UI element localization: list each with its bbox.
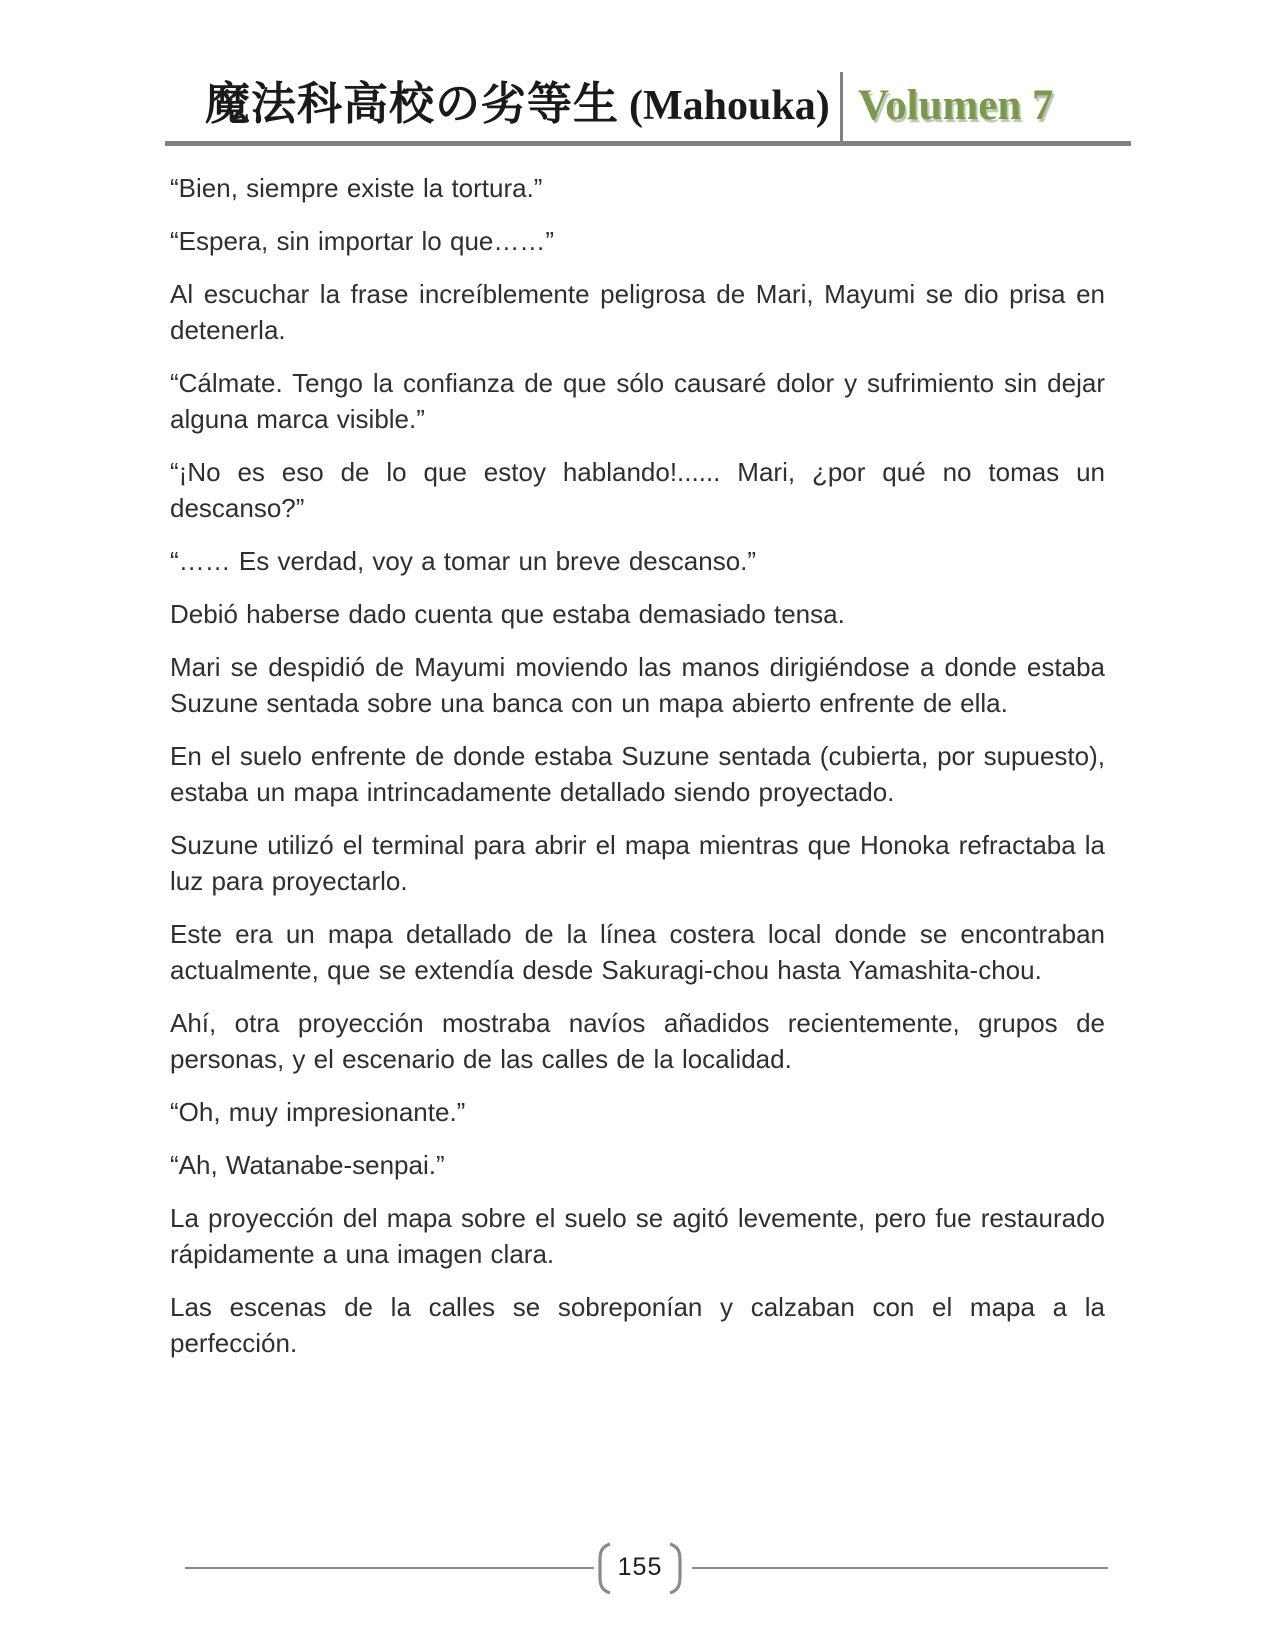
body-paragraph: Mari se despidió de Mayumi moviendo las manos dirigiéndose a donde estaba Suzune sentada sobre una banca con un mapa abierto enfrente de ella.: [170, 652, 1105, 718]
page-title: [205, 79, 830, 129]
body-paragraph: La proyección del mapa sobre el suelo se agitó levemente, pero fue restaurado rápidamente a una imagen clara.: [170, 1203, 1105, 1269]
body-paragraph: Ahí, otra proyección mostraba navíos añadidos recientemente, grupos de personas, y el escenario de las calles de la localidad.: [170, 1008, 1105, 1074]
footer-rule-left: [185, 1567, 594, 1569]
body-paragraph: Este era un mapa detallado de la línea costera local donde se encontraban actualmente, que se extendía desde Sakuragi-chou hasta Yamashita-chou.: [170, 919, 1105, 985]
title-latin: (Mahouka): [629, 83, 830, 129]
page-number: 155: [617, 1553, 663, 1581]
body-paragraph: “Espera, sin importar lo que……”: [170, 226, 555, 256]
footer-rule-right: [692, 1567, 1108, 1569]
title-japanese: 魔法科高校の劣等生: [205, 79, 620, 129]
volume-label: Volumen 7: [858, 82, 1054, 129]
body-paragraph: En el suelo enfrente de donde estaba Suzune sentada (cubierta, por supuesto), estaba un mapa intrincadamente detallado siendo proyectado.: [170, 741, 1105, 807]
body-paragraph: Las escenas de la calles se sobreponían y calzaban con el mapa a la perfección.: [170, 1292, 1105, 1358]
header-divider-bar: [840, 72, 843, 142]
body-paragraph: Suzune utilizó el terminal para abrir el mapa mientras que Honoka refractaba la luz para proyectarlo.: [170, 830, 1105, 896]
body-paragraph: Debió haberse dado cuenta que estaba demasiado tensa.: [170, 599, 845, 629]
body-paragraph: “…… Es verdad, voy a tomar un breve descanso.”: [170, 546, 757, 576]
body-paragraph: Al escuchar la frase increíblemente peligrosa de Mari, Mayumi se dio prisa en detenerla.: [170, 279, 1105, 345]
page-number-bracket-right-icon: [668, 1542, 684, 1595]
page-footer: [0, 1540, 1275, 1600]
page-header: [0, 0, 1275, 150]
body-paragraph: “¡No es eso de lo que estoy hablando!...... Mari, ¿por qué no tomas un descanso?”: [170, 457, 1105, 523]
body-paragraph: “Bien, siempre existe la tortura.”: [170, 173, 543, 203]
page-number-bracket-left-icon: [596, 1542, 612, 1595]
body-paragraph: “Ah, Watanabe-senpai.”: [170, 1150, 445, 1180]
body-paragraph: “Cálmate. Tengo la confianza de que sólo causaré dolor y sufrimiento sin dejar alguna marca visible.”: [170, 368, 1105, 434]
header-rule: [165, 141, 1131, 146]
body-text: [170, 170, 1105, 1378]
body-paragraph: “Oh, muy impresionante.”: [170, 1097, 466, 1127]
